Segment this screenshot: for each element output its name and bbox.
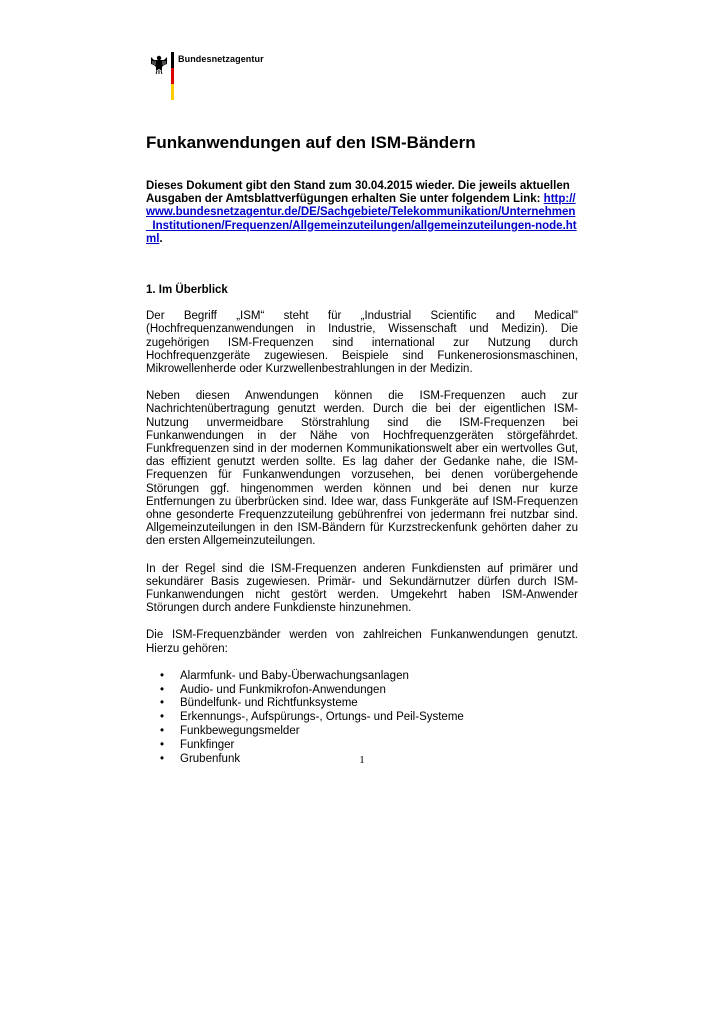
intro-paragraph [146,180,578,246]
list-item: • Alarmfunk- und Baby-Überwachungsanlagen [180,670,578,684]
paragraph-list-intro: Die ISM-Frequenzbänder werden von zahlreichen Funkanwendungen genutzt. Hierzu gehören: [146,629,578,655]
intro-link-suffix: . [159,232,163,245]
paragraph-ism-definition: Der Begriff „ISM“ steht für „Industrial Scientific and Medical" (Hochfrequenzanwendungen in Industrie, Wissenschaft und Medizin). Die zugehörigen ISM-Frequenzen sind international zur Nutzung durch Hochfrequenzgeräte zugewiesen. Beispiele sind Funkenerosionsmaschinen, Mikrowellenherde oder Kurzwellenbestrahlungen in der Medizin. [146,310,578,376]
section-heading: 1. Im Überblick [146,284,228,297]
amtsblatt-link[interactable]: http://www.bundesnetzagentur.de/DE/Sachgebiete/Telekommunikation/Unternehmen_Institutionen/Frequenzen/Allgemeinzuteilungen/allgemeinzuteilungen-node.html [146,193,577,245]
list-item: • Bündelfunk- und Richtfunksysteme [180,697,578,711]
page-number: 1 [359,754,365,766]
intro-text: Dieses Dokument gibt den Stand zum 30.04.2015 wieder. Die jeweils aktuellen Ausgaben der Amtsblattverfügungen erhalten Sie unter folgendem Link: [146,180,570,206]
flag-stripe-gold [171,84,174,100]
list-item: • Erkennungs-, Aufspürungs-, Ortungs- und Peil-Systeme [180,711,578,725]
document-body [146,180,578,766]
flag-stripe-black [171,52,174,68]
paragraph-ism-usage: Neben diesen Anwendungen können die ISM-Frequenzen auch zur Nachrichtenübertragung genutzt werden. Durch die bei der eigentlichen ISM-Nutzung unvermeidbare Störstrahlung sind die ISM-Frequenzen bei Funkanwendungen in der Nähe von Hochfrequenzgeräten störgefährdet. Funkfrequenzen sind in der modernen Kommunikationswelt aber ein wertvolles Gut, das effizient genutzt werden sollte. Es lag daher der Gedanke nahe, die ISM-Frequenzen für Funkanwendungen vorzusehen, bei denen vorübergehende Störungen ggf. hingenommen werden können und bei denen nur kurze Entfernungen zu überbrücken sind. Idee war, dass Funkgeräte auf ISM-Frequenzen ohne gesonderte Frequenzzuteilung gebührenfrei von jedermann frei nutzbar sind. Allgemeinzuteilungen in den ISM-Bändern für Kurzstreckenfunk gehörten daher zu den ersten Allgemeinzuteilungen. [146,390,578,548]
list-item: • Funkfinger [180,739,578,753]
application-list [146,670,578,767]
list-item: • Audio- und Funkmikrofon-Anwendungen [180,684,578,698]
flag-stripe-red [171,68,174,84]
federal-eagle-icon [150,54,168,74]
german-flag-bar [171,52,174,100]
list-item: • Grubenfunk [180,753,578,767]
paragraph-primary-secondary: In der Regel sind die ISM-Frequenzen anderen Funkdiensten auf primärer und sekundärer Basis zugewiesen. Primär- und Sekundärnutzer dürfen durch ISM-Funkanwendungen nicht gestört werden. Umgekehrt haben ISM-Anwender Störungen durch andere Funkdienste hinzunehmen. [146,562,578,615]
list-item: • Funkbewegungsmelder [180,725,578,739]
brand-name: Bundesnetzagentur [178,54,264,64]
document-title: Funkanwendungen auf den ISM-Bändern [146,133,476,152]
